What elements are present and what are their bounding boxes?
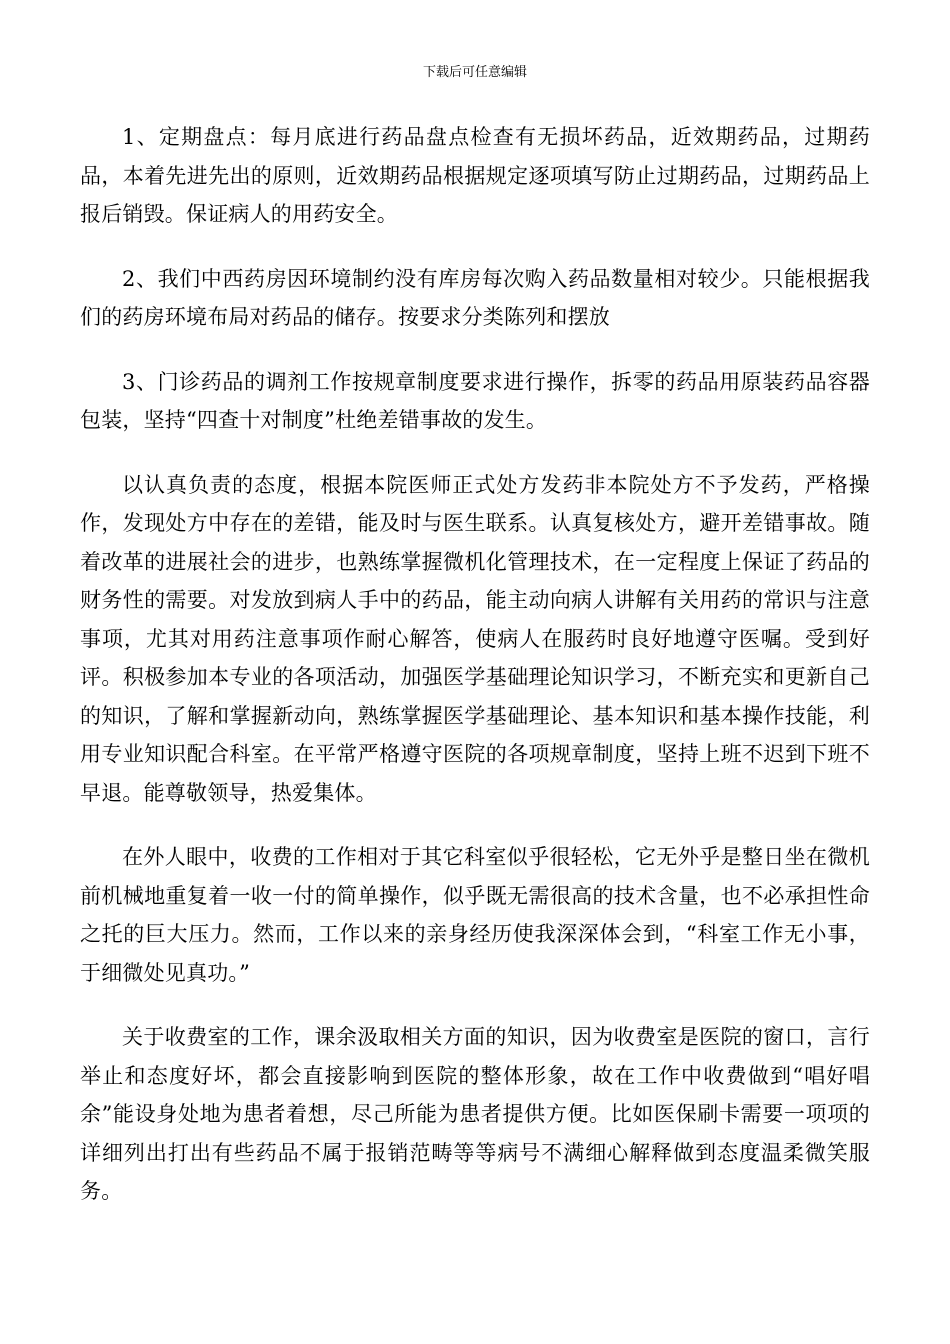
paragraph-work-attitude: 以认真负责的态度，根据本院医师正式处方发药非本院处方不予发药，严格操作，发现处方中存在的差错，能及时与医生联系。认真复核处方，避开差错事故。随着改革的进展社会的进步，也熟练掌握微机化管理技术，在一定程度上保证了药品的财务性的需要。对发放到病人手中的药品，能主动向病人讲解有关用药的常识与注意事项，尤其对用药注意事项作耐心解答，使病人在服药时良好地遵守医嘱。受到好评。积极参加本专业的各项活动，加强医学基础理论知识学习，不断充实和更新自己的知识，了解和掌握新动向，熟练掌握医学基础理论、基本知识和基本操作技能，利用专业知识配合科室。在平常严格遵守医院的各项规章制度，坚持上班不迟到下班不早退。能尊敬领导，热爱集体。 — [80, 472, 870, 805]
document-body — [80, 118, 870, 1237]
paragraph-billing-office: 关于收费室的工作，课余汲取相关方面的知识，因为收费室是医院的窗口，言行举止和态度好坏，都会直接影响到医院的整体形象，故在工作中收费做到“唱好唱余”能设身处地为患者着想，尽己所能为患者提供方便。比如医保刷卡需要一项项的详细列出打出有些药品不属于报销范畴等等病号不满细心解释做到态度温柔微笑服务。 — [80, 1025, 870, 1203]
paragraph-inventory-check: 1、定期盘点：每月底进行药品盘点检查有无损坏药品，近效期药品，过期药品，本着先进先出的原则，近效期药品根据规定逐项填写防止过期药品，过期药品上报后销毁。保证病人的用药安全。 — [80, 125, 870, 226]
paragraph-storage: 2、我们中西药房因环境制约没有库房每次购入药品数量相对较少。只能根据我们的药房环境布局对药品的储存。按要求分类陈列和摆放 — [80, 266, 870, 329]
page-header-note: 下载后可任意编辑 — [422, 65, 527, 80]
paragraph-billing-perception: 在外人眼中，收费的工作相对于其它科室似乎很轻松，它无外乎是整日坐在微机前机械地重复着一收一付的简单操作，似乎既无需很高的技术含量，也不必承担性命之托的巨大压力。然而，工作以来的亲身经历使我深深体会到，“科室工作无小事，于细微处见真功。” — [80, 845, 870, 985]
paragraph-dispensing: 3、门诊药品的调剂工作按规章制度要求进行操作，拆零的药品用原装药品容器包装，坚持“四查十对制度”杜绝差错事故的发生。 — [80, 369, 870, 432]
